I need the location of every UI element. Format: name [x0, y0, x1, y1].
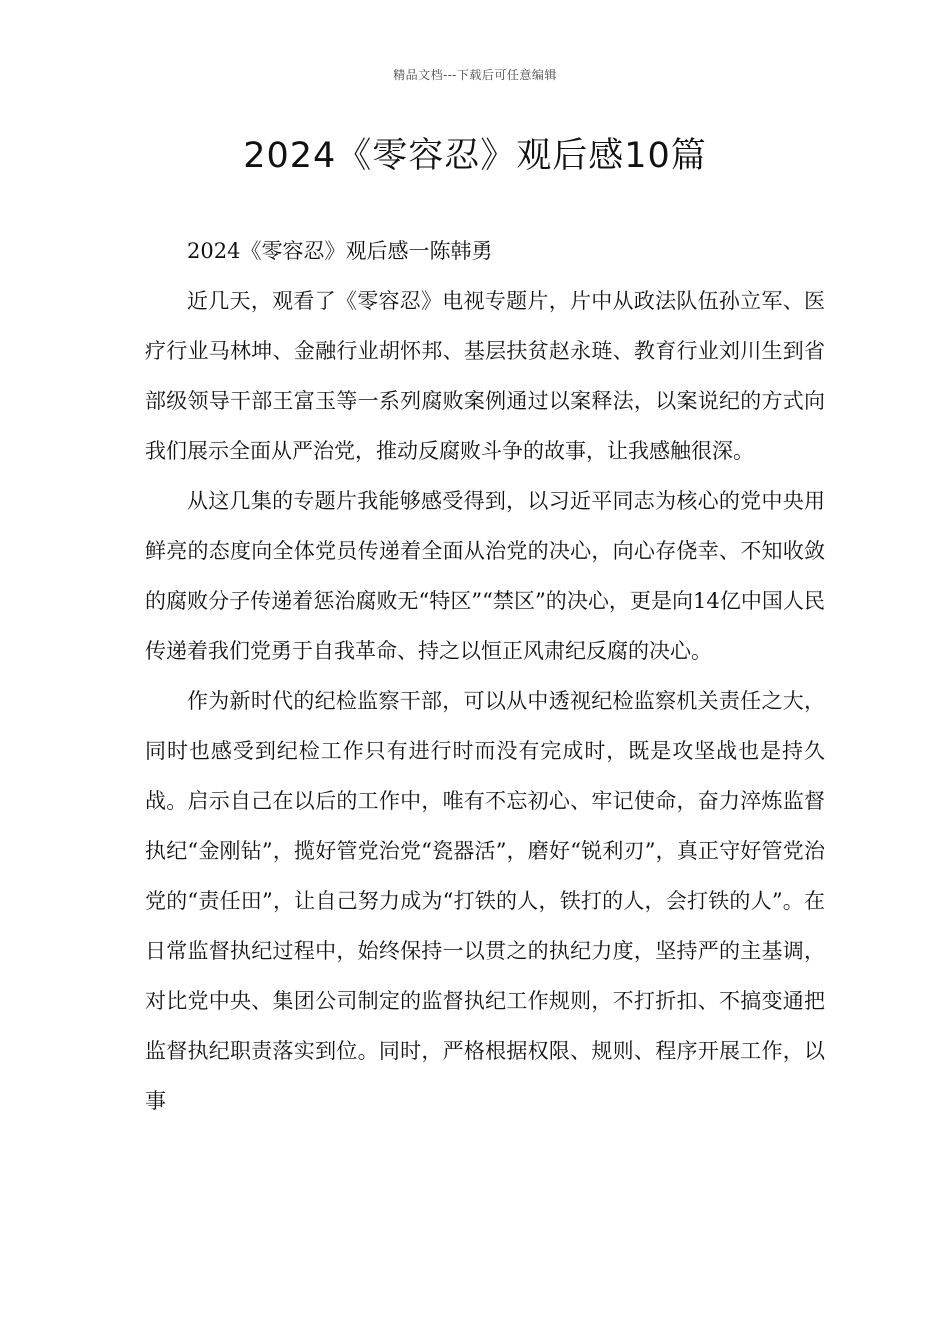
header-note: 精品文档---下载后可任意编辑	[393, 68, 557, 82]
paragraph: 从这几集的专题片我能够感受得到，以习近平同志为核心的党中央用鲜亮的态度向全体党员传递着全面从治党的决心，向心存侥幸、不知收敛的腐败分子传递着惩治腐败无“特区”“禁区”的决心，更是向14亿中国人民传递着我们党勇于自我革命、持之以恒正风肃纪反腐的决心。	[145, 489, 825, 663]
paragraph-subtitle: 2024《零容忍》观后感一陈韩勇	[187, 239, 493, 263]
document-title: 2024《零容忍》观后感10篇	[243, 136, 707, 176]
paragraph: 近几天，观看了《零容忍》电视专题片，片中从政法队伍孙立军、医疗行业马林坤、金融行业胡怀邦、基层扶贫赵永琏、教育行业刘川生到省部级领导干部王富玉等一系列腐败案例通过以案释法，以案说纪的方式向我们展示全面从严治党，推动反腐败斗争的故事，让我感触很深。	[145, 289, 825, 463]
document-body	[145, 226, 825, 1126]
paragraph: 作为新时代的纪检监察干部，可以从中透视纪检监察机关责任之大，同时也感受到纪检工作只有进行时而没有完成时，既是攻坚战也是持久战。启示自己在以后的工作中，唯有不忘初心、牢记使命，奋力淬炼监督执纪“金刚钻”，揽好管党治党“瓷器活”，磨好“锐利刃”，真正守好管党治党的“责任田”，让自己努力成为“打铁的人，铁打的人，会打铁的人”。在日常监督执纪过程中，始终保持一以贯之的执纪力度，坚持严的主基调，对比党中央、集团公司制定的监督执纪工作规则，不打折扣、不搞变通把监督执纪职责落实到位。同时，严格根据权限、规则、程序开展工作，以事	[145, 689, 825, 1113]
